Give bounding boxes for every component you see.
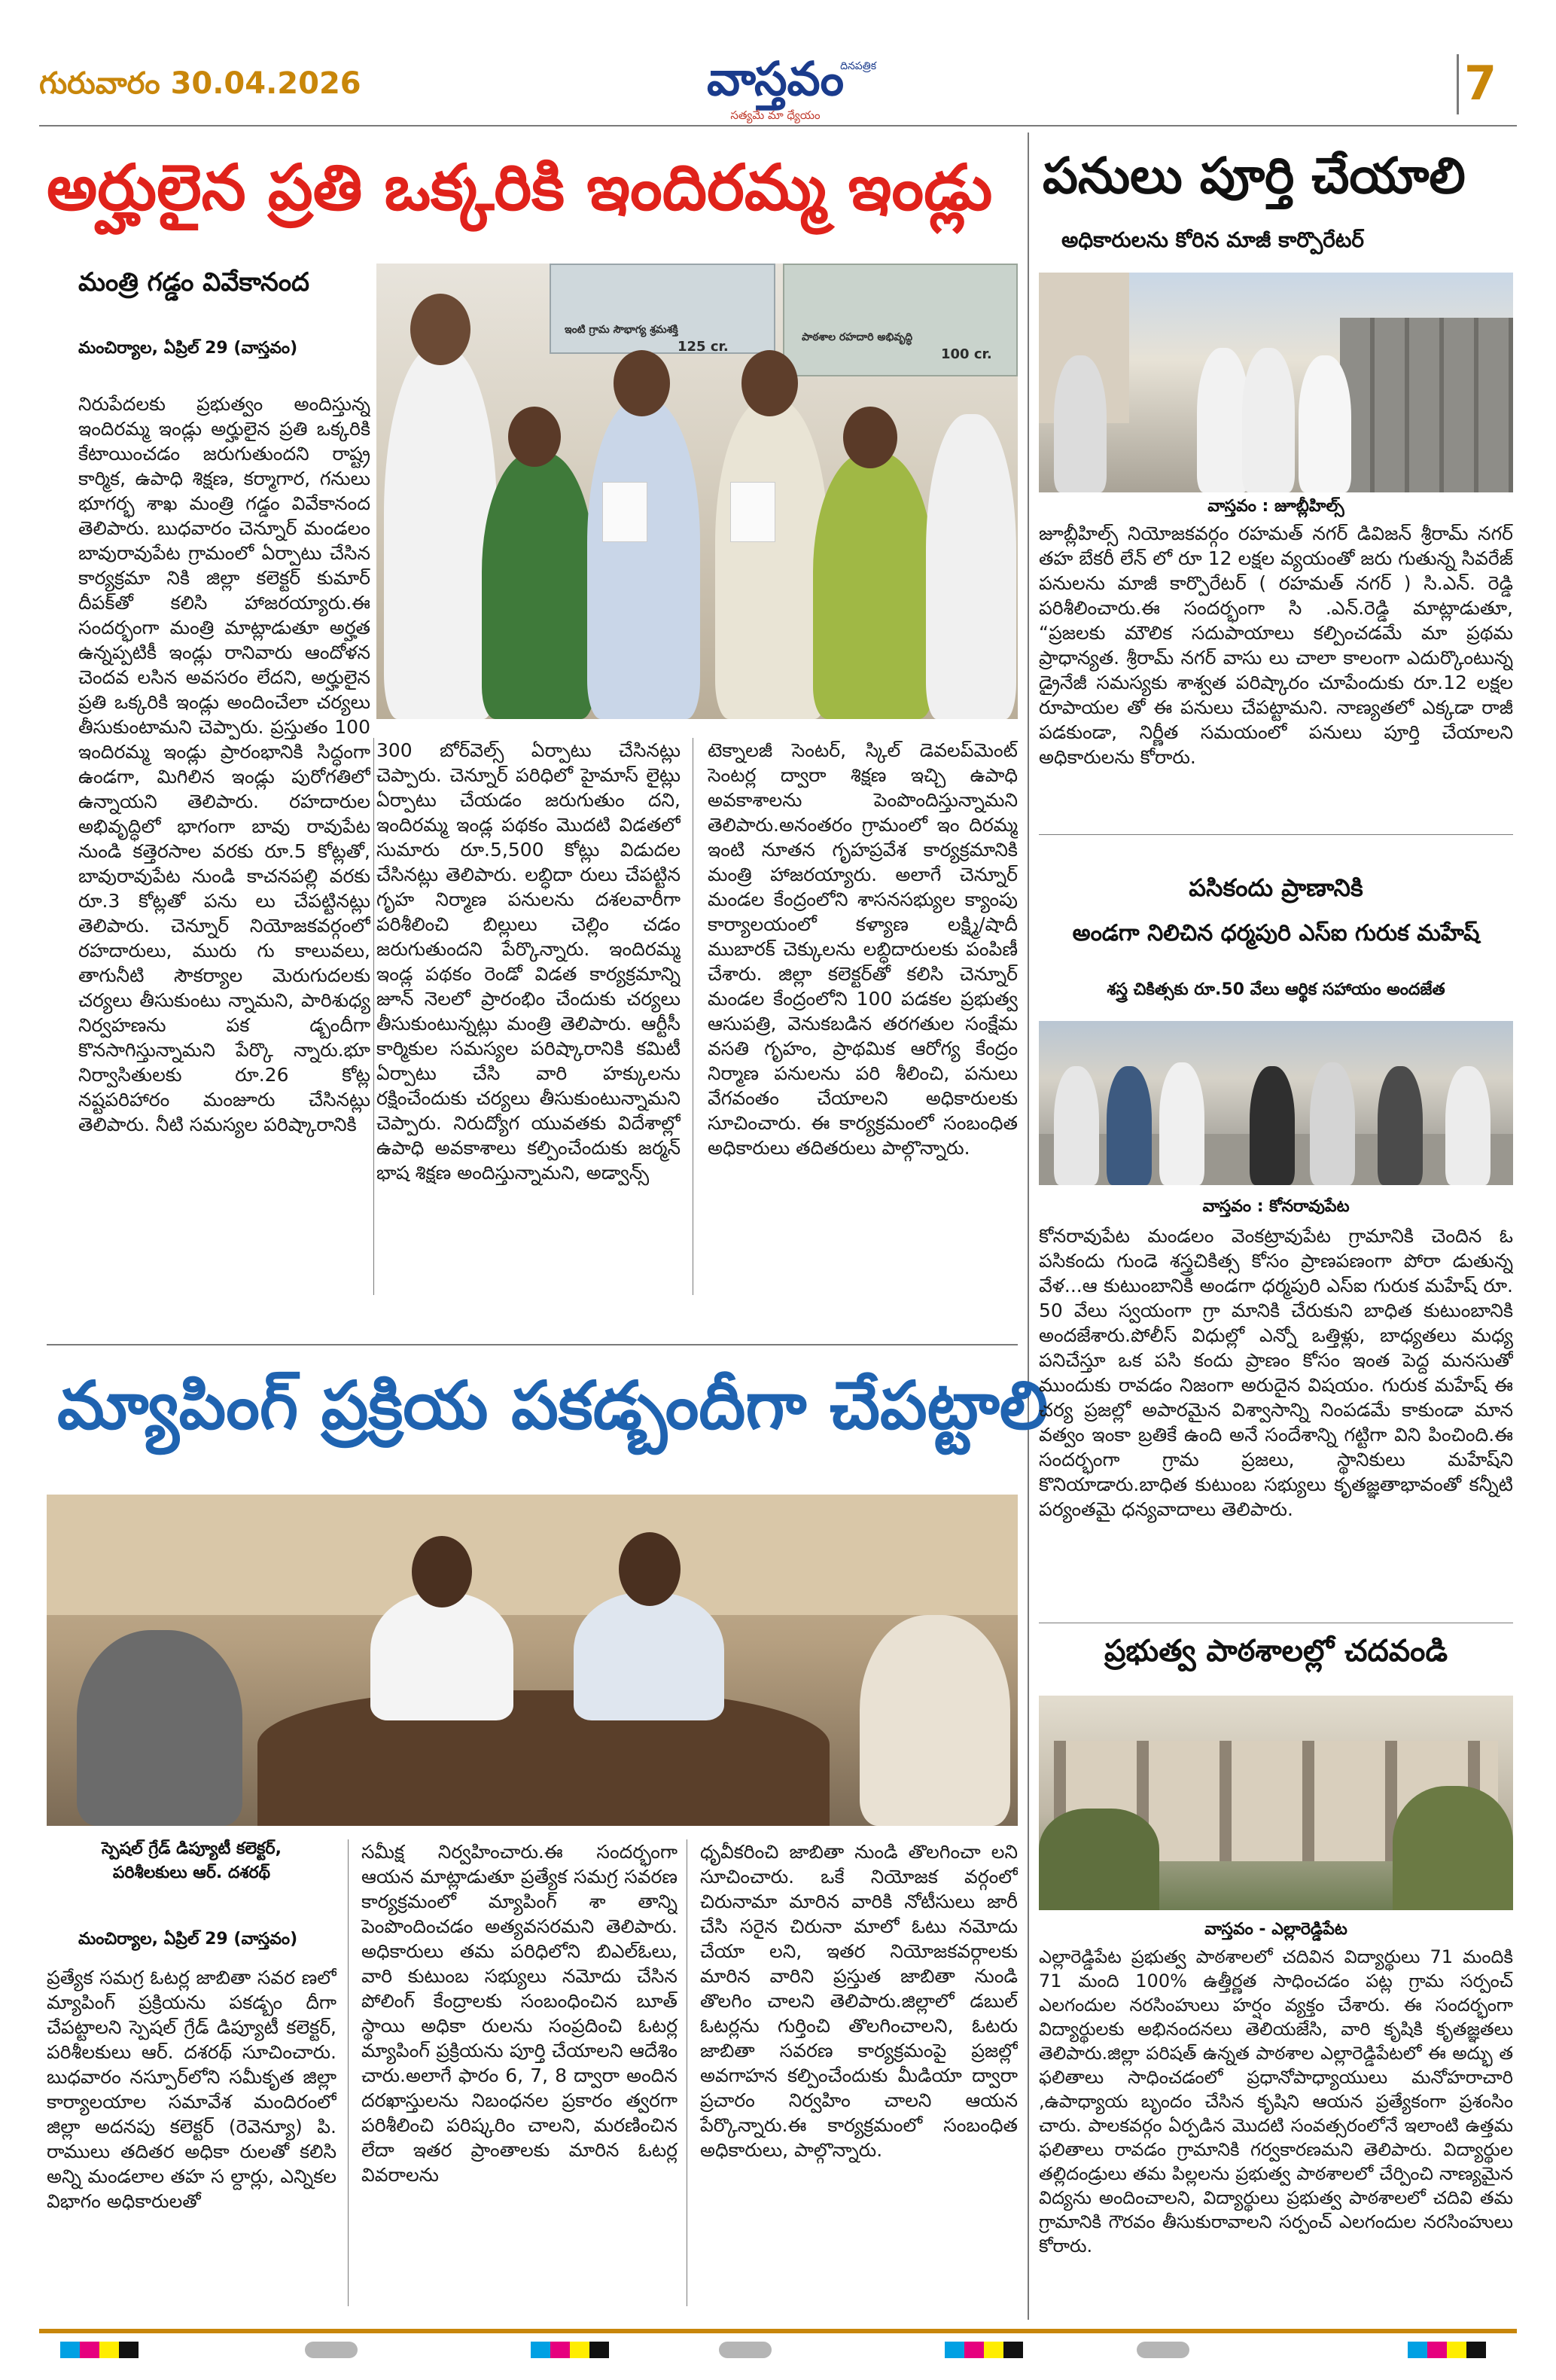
person-5 bbox=[813, 452, 933, 719]
article3-caption: వాస్తవం : కోనరావుపేట bbox=[1202, 1197, 1350, 1216]
footer-bar bbox=[39, 2329, 1517, 2333]
article1-photo bbox=[376, 264, 1018, 719]
article4-byline-line1: స్పెషల్ గ్రేడ్ డిప్యూటీ కలెక్టర్, bbox=[102, 1839, 282, 1858]
worker-3 bbox=[1242, 348, 1295, 492]
registration-marks-3 bbox=[945, 2342, 1023, 2358]
attendee-right bbox=[860, 1615, 1010, 1826]
page-number: 7 bbox=[1464, 56, 1497, 111]
tree-left bbox=[1039, 1809, 1159, 1910]
article5-caption: వాస్తవం - ఎల్లారెడ్డిపేట bbox=[1204, 1920, 1347, 1939]
registration-marks-2 bbox=[531, 2342, 609, 2358]
registration-marks-1 bbox=[60, 2342, 139, 2358]
person-1-head bbox=[410, 294, 470, 365]
person-3-head bbox=[614, 350, 670, 416]
conference-table bbox=[257, 1690, 830, 1826]
article3-photo bbox=[1039, 1021, 1513, 1185]
article1-headline: అర్హులైన ప్రతి ఒక్కరికి ఇందిరమ్మ ఇండ్లు bbox=[47, 151, 993, 224]
article3-headline-line1: పసికందు ప్రాణానికి bbox=[1189, 873, 1363, 902]
banner-text-1: ఇంటి గ్రామ సౌభాగ్య శ్రమశక్తి bbox=[565, 324, 678, 336]
article4-col2: సమీక్ష నిర్వహించారు.ఈ సందర్భంగా ఆయన మాట్లాడుతూ ప్రత్యేక సమగ్ర సవరణ కార్యక్రమంలో మ్యాపింగ్ శా తాన్ని పెంపొందించడం అత్యవసరమని తెలిపారు. అధికారులు తమ పరిధిలోని బిఎల్ఓలు, వారి కుటుంబ సభ్యులు నమోదు చేసిన పోలింగ్ కేంద్రాలకు సంబంధించిన బూత్ స్థాయి అధికా రులను సంప్రదించి ఓటర్ల మ్యాపింగ్ ప్రక్రియను పూర్తి చేయాలని ఆదేశిం చారు.అలాగే ఫారం 6, 7, 8 ద్వారా అందిన దరఖాస్తులను నిబంధనల ప్రకారం త్వరగా పరిశీలించి పరిష్కరిం చాలని, మరణించిన లేదా ఇతర ప్రాంతాలకు మారిన ఓటర్ల వివరాలను bbox=[361, 1841, 678, 2186]
masthead-side-label: దినపత్రిక bbox=[840, 60, 876, 72]
article4-photo bbox=[47, 1495, 1018, 1826]
article2-bottom-rule bbox=[1039, 834, 1513, 835]
villager-1 bbox=[1054, 1066, 1099, 1185]
masthead bbox=[678, 50, 876, 125]
person-1 bbox=[384, 346, 497, 719]
issue-date: గురువారం 30.04.2026 bbox=[39, 66, 361, 101]
person-6 bbox=[926, 414, 1016, 719]
official-2 bbox=[574, 1592, 724, 1720]
banner-text-4: 100 cr. bbox=[941, 346, 992, 362]
article2-subhead: అధికారులను కోరిన మాజీ కార్పొరేటర్ bbox=[1061, 227, 1365, 252]
document-held-2 bbox=[730, 482, 775, 542]
person-2-head bbox=[508, 407, 561, 467]
article1-byline: మంత్రి గడ్డం వివేకానంద bbox=[78, 267, 310, 297]
person-4 bbox=[715, 399, 828, 719]
masthead-tagline: సత్యమే మా ధ్యేయం bbox=[730, 108, 821, 122]
article3-headline-line2: అండగా నిలిచిన ధర్మపురి ఎస్ఐ గురుక మహేష్ bbox=[1072, 920, 1480, 946]
attendee-left bbox=[77, 1630, 242, 1826]
villager-2 bbox=[1107, 1066, 1152, 1185]
registration-marks-4 bbox=[1408, 2342, 1486, 2358]
article4-headline: మ్యాపింగ్ ప్రక్రియ పకడ్బందీగా చేపట్టాలి bbox=[57, 1367, 1049, 1444]
article4-col1: ప్రత్యేక సమగ్ర ఓటర్ల జాబితా సవర ణలో మ్యాపింగ్ ప్రక్రియను పకడ్బం దీగా చేపట్టాలని స్పెషల్ గ్రేడ్ డిప్యూటీ కలెక్టర్, పరిశీలకులు ఆర్. దశరథ్ సూచించారు. బుధవారం నస్పూర్‌లోని సమీకృత జిల్లా కార్యాలయాల సమావేశ మందిరంలో జిల్లా అదనపు కలెక్టర్ (రెవెన్యూ) పి. రాములు తదితర అధికా రులతో కలిసి అన్ని మండలాల తహ స ల్దార్లు, ఎన్నికల విభాగం అధికారులతో bbox=[47, 1967, 336, 2212]
article4-col-divider-1 bbox=[348, 1839, 349, 2306]
registration-oval-3 bbox=[1137, 2342, 1189, 2358]
person-4-head bbox=[741, 350, 798, 416]
person-5-head bbox=[843, 407, 897, 468]
article2-body: జూబ్లీహిల్స్ నియోజకవర్గం రహమత్ నగర్ డివిజన్ శ్రీరామ్ నగర్ తహ బేకరీ లేన్ లో రూ 12 లక్షల వ్యయంతో జరు గుతున్న సివరేజ్ పనులను మాజీ కార్పొరేటర్ ( రహమత్ నగర్ ) సి.ఎన్. రెడ్డి పరిశీలించారు.ఈ సందర్భంగా సి .ఎన్.రెడ్డి మాట్లాడుతూ, “ప్రజలకు మౌలిక సదుపాయాలు కల్పించడమే మా ప్రథమ ప్రాధాన్యత. శ్రీరామ్ నగర్ వాసు లు చాలా కాలంగా ఎదుర్కొంటున్న డ్రైనేజీ సమస్యకు శాశ్వత పరిష్కారం చూపేందుకు రూ.12 లక్షల రూపాయల తో ఈ పనులు చేపట్టామని. నాణ్యతలో ఎక్కడా రాజీ పడకుండా, నిర్ణీత సమయంలో పనులు పూర్తి చేయాలని అధికారులను కోరారు. bbox=[1039, 523, 1513, 768]
worker-1 bbox=[1054, 355, 1107, 492]
official-2-head bbox=[619, 1532, 681, 1606]
article1-col3: టెక్నాలజీ సెంటర్, స్కిల్ డెవలప్‌మెంట్ సెంటర్ల ద్వారా శిక్షణ ఇచ్చి ఉపాధి అవకాశాలను పెంపొందిస్తున్నామని తెలిపారు.అనంతరం గ్రామంలో ఇం దిరమ్మ ఇంటి నూతన గృహప్రవేశ కార్యక్రమానికి మంత్రి హాజరయ్యారు. అలాగే చెన్నూర్ మండల కేంద్రంలోని శాసనసభ్యుల క్యాంపు కార్యాలయంలో కళ్యాణ లక్ష్మి/షాదీ ముబారక్ చెక్కులను లబ్ధిదారులకు పంపిణీ చేశారు. జిల్లా కలెక్టర్‌తో కలిసి చెన్నూర్ మండల కేంద్రంలోని 100 పడకల ప్రభుత్వ ఆసుపత్రి, వెనుకబడిన తరగతుల సంక్షేమ వసతి గృహం, ప్రాథమిక ఆరోగ్య కేంద్రం నిర్మాణ పనులను పరి శీలించి, పనులు వేగవంతం చేయాలని అధికారులకు సూచించారు. ఈ కార్యక్రమంలో సంబంధిత అధికారులు తదితరులు పాల్గొన్నారు. bbox=[708, 739, 1018, 1159]
article4-byline-line2: పరిశీలకులు ఆర్. దశరథ్ bbox=[112, 1863, 271, 1882]
tree-right bbox=[1393, 1786, 1513, 1910]
article5-body: ఎల్లారెడ్డిపేట ప్రభుత్వ పాఠశాలలో చదివిన విద్యార్థులు 71 మందికి 71 మంది 100% ఉత్తీర్ణత సాధించడం పట్ల గ్రామ సర్పంచ్ ఎలగందుల నరసింహులు హర్షం వ్యక్తం చేశారు. ఈ సందర్భంగా విద్యార్థులకు అభినందనలు తెలియజేసి, వారి కృషికి కృతజ్ఞతలు తెలిపారు.జిల్లా పరిషత్ ఉన్నత పాఠశాల ఎల్లారెడ్డిపేటలో ఈ అద్భు త ఫలితాలు సాధించడంలో ప్రధానోపాధ్యాయులు మనోహరాచారి ,ఉపాధ్యాయ బృందం చేసిన కృషిని ఆయన ప్రత్యేకంగా ప్రశంసిం చారు. పాలకవర్గం ఏర్పడిన మొదటి సంవత్సరంలోనే ఇలాంటి ఉత్తమ ఫలితాలు రావడం గ్రామానికి గర్వకారణమని తెలిపారు. విద్యార్థుల తల్లిదండ్రులు తమ పిల్లలను ప్రభుత్వ పాఠశాలలో చేర్పించి నాణ్యమైన విద్యను అందించాలని, విద్యార్థులు ప్రభుత్వ పాఠశాలలో చదివి తమ గ్రామానికి గౌరవం తీసుకురావాలని సర్పంచ్ ఎలగందుల నరసింహులు కోరారు. bbox=[1039, 1946, 1513, 2257]
wall-panel bbox=[47, 1495, 1018, 1615]
villager-4 bbox=[1250, 1066, 1295, 1185]
article5-photo bbox=[1039, 1696, 1513, 1910]
header-rule bbox=[39, 125, 1517, 126]
person-3 bbox=[587, 399, 700, 719]
article5-headline: ప్రభుత్వ పాఠశాలల్లో చదవండి bbox=[1104, 1634, 1448, 1668]
column-divider-main bbox=[1028, 133, 1029, 2320]
villager-3 bbox=[1159, 1062, 1204, 1185]
article2-photo bbox=[1039, 273, 1513, 492]
article1-col2: 300 బోర్‌వెల్స్ ఏర్పాటు చేసినట్లు చెప్పారు. చెన్నూర్ పరిధిలో హైమాస్ లైట్లు ఏర్పాటు చేయడం జరుగుతుం దని, ఇందిరమ్మ ఇండ్ల పథకం మొదటి విడతలో సుమారు రూ.5,500 కోట్లు విడుదల చేసినట్లు తెలిపారు. లబ్ధిదా రులు చేపట్టిన గృహ నిర్మాణ పనులను దశలవారీగా పరిశీలించి బిల్లులు చెల్లిం చడం జరుగుతుందని పేర్కొన్నారు. ఇందిరమ్మ ఇండ్ల పథకం రెండో విడత కార్యక్రమాన్ని జూన్ నెలలో ప్రారంభిం చేందుకు చర్యలు తీసుకుంటున్నట్లు మంత్రి తెలిపారు. ఆర్టీసీ కార్మికుల సమస్యల పరిష్కారానికి కమిటీ ఏర్పాటు చేసి వారి హక్కులను రక్షించేందుకు చర్యలు తీసుకుంటున్నామని చెప్పారు. నిరుద్యోగ యువతకు విదేశాల్లో ఉపాధి అవకాశాలు కల్పించేందుకు జర్మన్ భాష శిక్షణ అందిస్తున్నామని, అడ్వాన్స్ bbox=[376, 739, 681, 1184]
article1-col1: నిరుపేదలకు ప్రభుత్వం అందిస్తున్న ఇందిరమ్మ ఇండ్లు అర్హులైన ప్రతి ఒక్కరికి కేటాయించడం జరుగుతుందని రాష్ట్ర కార్మిక, ఉపాధి శిక్షణ, కర్మాగార, గనులు భూగర్భ శాఖ మంత్రి గడ్డం వివేకానంద తెలిపారు. బుధవారం చెన్నూర్ మండలం బావురావుపేట గ్రామంలో ఏర్పాటు చేసిన కార్యక్రమా నికి జిల్లా కలెక్టర్ కుమార్ దీపక్‌తో కలిసి హాజరయ్యారు.ఈ సందర్భంగా మంత్రి మాట్లాడుతూ అర్హత ఉన్నప్పటికీ ఇండ్లు రానివారు ఆందోళన చెందవ లసిన అవసరం లేదని, అర్హులైన ప్రతి ఒక్కరికి ఇండ్లు అందించేలా చర్యలు తీసుకుంటామని చెప్పారు. ప్రస్తుతం 100 ఇందిరమ్మ ఇండ్లు ప్రారంభానికి సిద్ధంగా ఉండగా, మిగిలిన ఇండ్లు పురోగతిలో ఉన్నాయని తెలిపారు. రహదారుల అభివృద్ధిలో భాగంగా బావు రావుపేట నుండి కత్తెరసాల వరకు రూ.5 కోట్లతో, బావురావుపేట నుండి కాచనపల్లి వరకు రూ.3 కోట్లతో పను లు చేపట్టినట్లు తెలిపారు. చెన్నూర్ నియోజకవర్గంలో రహదారులు, మురు గు కాలువలు, తాగునీటి సౌకర్యాల మెరుగుదలకు చర్యలు తీసుకుంటు న్నామని, పారిశుధ్య నిర్వహణను పక డ్బందీగా కొనసాగిస్తున్నామని పేర్కొ న్నారు.భూ నిర్వాసితులకు రూ.26 కోట్ల నష్టపరిహారం మంజూరు చేసినట్లు తెలిపారు. నీటి సమస్యల పరిష్కారానికి bbox=[78, 393, 370, 1135]
worker-4 bbox=[1299, 355, 1351, 492]
villager-5 bbox=[1310, 1062, 1355, 1185]
official-1 bbox=[370, 1592, 513, 1720]
page-number-divider bbox=[1457, 54, 1459, 114]
article3-body: కోనరావుపేట మండలం వెంకట్రావుపేట గ్రామానికి చెందిన ఓ పసికందు గుండె శస్త్రచికిత్స కోసం ప్రాణపణంగా పోరా డుతున్న వేళ...ఆ కుటుంబానికి అండగా ధర్మపురి ఎస్ఐ గురుక మహేష్ రూ. 50 వేలు స్వయంగా గ్రా మానికి చేరుకుని బాధిత కుటుంబానికి అందజేశారు.పోలీస్ విధుల్లో ఎన్నో ఒత్తిళ్లు, బాధ్యతలు మధ్య పనిచేస్తూ ఒక పసి కందు ప్రాణం కోసం ఇంత పెద్ద మనసుతో ముందుకు రావడం నిజంగా అరుదైన విషయం. గురుక మహేష్ ఈ చర్య ప్రజల్లో అపారమైన విశ్వాసాన్ని నింపడమే కాకుండా మాన వత్వం ఇంకా బ్రతికే ఉంది అనే సందేశాన్ని గట్టిగా విని పించింది.ఈ సందర్భంగా గ్రామ ప్రజలు, స్థానికులు మహేష్‌ని కొనియాడారు.బాధిత కుటుంబ సభ్యులు కృతజ్ఞతాభావంతో కన్నీటి పర్యంతమై ధన్యవాదాలు తెలిపారు. bbox=[1039, 1225, 1513, 1520]
article4-dateline: మంచిర్యాల, ఏప్రిల్ 29 (వాస్తవం) bbox=[78, 1930, 298, 1949]
article1-dateline: మంచిర్యాల, ఏప్రిల్ 29 (వాస్తవం) bbox=[78, 339, 298, 358]
banner-left bbox=[550, 264, 775, 354]
masthead-title: వాస్తవం bbox=[706, 51, 845, 106]
article1-bottom-rule bbox=[47, 1344, 1018, 1345]
article1-col-divider-1 bbox=[373, 738, 374, 1295]
official-1-head bbox=[412, 1536, 472, 1607]
registration-oval-2 bbox=[719, 2342, 772, 2358]
article2-caption: వాస్తవం : జూబ్లీహిల్స్ bbox=[1207, 497, 1344, 516]
article4-col3: ధృవీకరించి జాబితా నుండి తొలగించా లని సూచించారు. ఒకే నియోజక వర్గంలో చిరునామా మారిన వారికి నోటీసులు జారీ చేసి సరైన చిరునా మాలో ఓటు నమోదు చేయా లని, ఇతర నియోజకవర్గాలకు మారిన వారిని ప్రస్తుత జాబితా నుండి తొలగిం చాలని తెలిపారు.జిల్లాలో డబుల్ ఓటర్లను గుర్తించి తొలగించాలని, ఓటరు జాబితా సవరణ కార్యక్రమంపై ప్రజల్లో అవగాహన కల్పించేందుకు మీడియా ద్వారా ప్రచారం నిర్వహిం చాలని ఆయన పేర్కొన్నారు.ఈ కార్యక్రమంలో సంబంధిత అధికారులు, పాల్గొన్నారు. bbox=[700, 1841, 1018, 2161]
registration-oval-1 bbox=[305, 2342, 358, 2358]
article2-headline: పనులు పూర్తి చేయాలి bbox=[1043, 147, 1466, 205]
person-2 bbox=[482, 452, 595, 719]
banner-text-3: పాఠశాల రహదారి అభివృద్ధి bbox=[802, 331, 913, 343]
article3-subhead: శస్త్ర చికిత్సకు రూ.50 వేలు ఆర్థిక సహాయం అందజేత bbox=[1107, 980, 1445, 999]
pipe-stack bbox=[1340, 318, 1513, 492]
banner-text-2: 125 cr. bbox=[678, 339, 729, 355]
villager-7 bbox=[1445, 1066, 1491, 1185]
villager-6 bbox=[1378, 1066, 1423, 1185]
document-held-1 bbox=[602, 482, 647, 542]
